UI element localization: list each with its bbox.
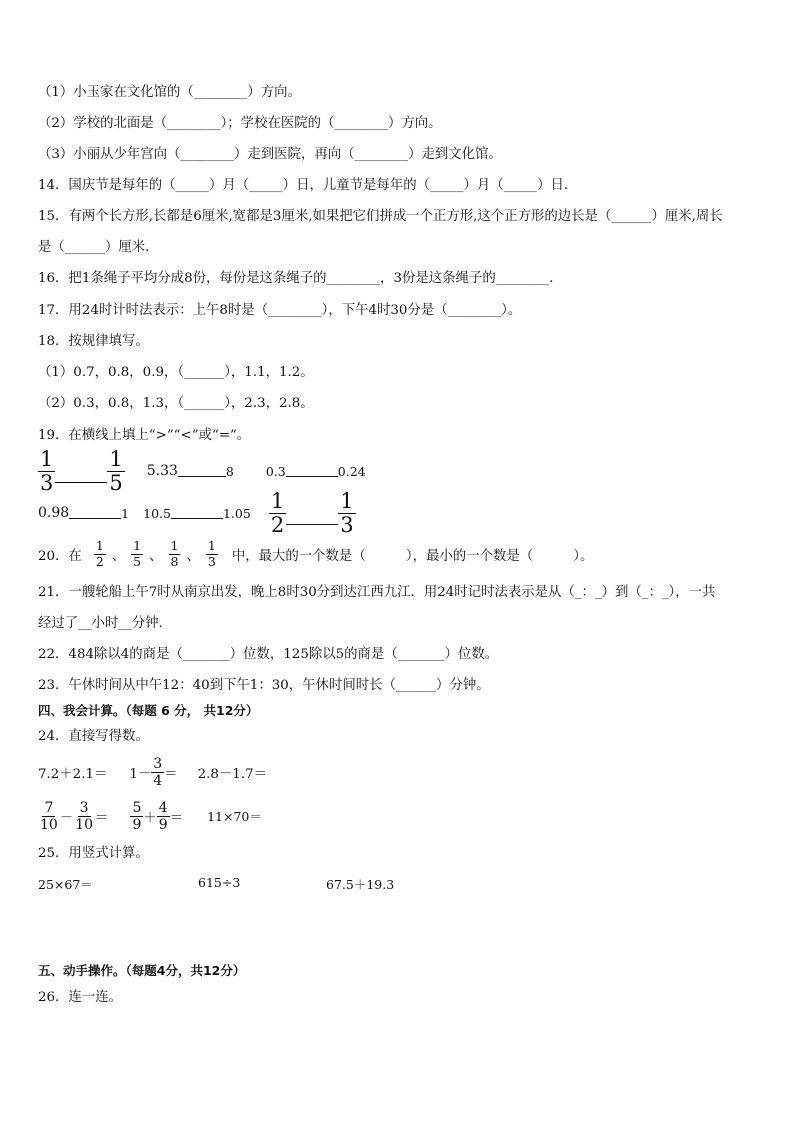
numerator: 1: [95, 538, 104, 553]
q24-row1: [38, 752, 267, 792]
q25-expr-3: 67.5＋19.3: [326, 877, 395, 892]
q15-line2: 是（______）厘米．: [38, 240, 159, 255]
numerator: 1: [270, 488, 285, 513]
numerator: 5: [132, 799, 142, 816]
numerator: 1: [109, 446, 123, 471]
q19-right-value: 0.24: [337, 463, 366, 479]
q19-right-value: 8: [225, 463, 234, 479]
numerator: 1: [133, 538, 142, 553]
numerator: 1: [170, 538, 179, 553]
numerator: 1: [207, 538, 216, 553]
q24-expr-5-eq: ＝: [169, 810, 184, 826]
q18-sub1: （1）0.7，0.8，0.9，（______），1.1，1.2。: [38, 365, 314, 380]
q13-sub1: （1）小玉家在文化馆的（________）方向。: [38, 85, 301, 100]
denominator: 9: [158, 816, 168, 833]
denominator: 8: [170, 553, 179, 569]
q19-frac-left: [269, 488, 286, 537]
denominator: 2: [270, 512, 285, 537]
q20-frac-2: [131, 540, 143, 568]
q19-row2: [38, 488, 356, 537]
q15-line1: 15．有两个长方形,长都是6厘米,宽都是3厘米,如果把它们拼成一个正方形,这个正方形的边长是（______）厘米,周长: [38, 209, 723, 224]
q19-frac-left: [38, 446, 55, 495]
answer-blank[interactable]: [178, 476, 226, 477]
q14: 14．国庆节是每年的（_____）月（_____）日，儿童节是每年的（_____）月（_____）日．: [38, 178, 578, 193]
q21-line2: 经过了__小时__分钟．: [38, 616, 172, 631]
q24-expr-5-op: ＋: [143, 810, 157, 826]
q19-row1: [38, 446, 366, 495]
q20-frac-4: [206, 540, 218, 568]
separator: 、: [149, 548, 163, 564]
q24-expr-2-post: ＝: [164, 766, 178, 782]
denominator: 4: [153, 772, 163, 789]
numerator: 1: [40, 446, 54, 471]
q24-expr-5-b: [157, 801, 170, 832]
q20-frac-3: [169, 540, 181, 568]
q19-left-value: 5.33: [146, 463, 178, 479]
q20-suffix: 中，最大的一个数是（ ），最小的一个数是（ ）。: [231, 548, 594, 564]
q25-expr-2: 615÷3: [198, 875, 241, 890]
numerator: 3: [79, 799, 89, 816]
q24-expr-6: 11×70＝: [207, 809, 262, 824]
q19-title: 19．在横线上填上“>”“<”或“=”。: [38, 428, 251, 443]
q20-prefix: 20．在: [38, 548, 82, 564]
q26: 26．连一连。: [38, 990, 122, 1005]
denominator: 5: [133, 553, 142, 569]
q16: 16．把1条绳子平均分成8份，每份是这条绳子的________，3份是这条绳子的________．: [38, 271, 563, 286]
denominator: 10: [75, 816, 94, 833]
answer-blank[interactable]: [69, 518, 121, 519]
q19-left-value: 0.3: [265, 463, 286, 479]
numerator: 4: [158, 799, 168, 816]
q22: 22．484除以4的商是（_______）位数，125除以5的商是（_______）位数。: [38, 647, 499, 662]
denominator: 3: [340, 512, 354, 537]
q23: 23．午休时间从中午12：40到下午1：30，午休时间时长（______）分钟。: [38, 678, 490, 693]
q13-sub2: （2）学校的北面是（________）；学校在医院的（________）方向。: [38, 116, 442, 131]
q17: 17．用24时计时法表示：上午8时是（________），下午4时30分是（________）。: [38, 303, 522, 318]
q19-right-value: 1.05: [222, 505, 251, 521]
separator: 、: [111, 548, 126, 564]
q24-expr-4-eq: ＝: [95, 810, 109, 826]
q19-frac-right: [107, 446, 124, 495]
q13-sub3: （3）小丽从少年宫向（________）走到医院，再向（________）走到文化馆。: [38, 147, 502, 162]
denominator: 3: [40, 470, 54, 495]
answer-blank[interactable]: [286, 524, 338, 525]
denominator: 3: [207, 553, 216, 569]
q25-expr-1: 25×67＝: [38, 877, 93, 892]
q24-expr-3: 2.8－1.7＝: [197, 766, 267, 782]
q19-frac-right: [338, 488, 355, 537]
q24-expr-5-a: [130, 801, 143, 832]
q24-expr-4-a: [38, 801, 60, 832]
section-4-heading: 四、我会计算。（每题 6 分， 共12分）: [38, 703, 259, 718]
q19-left-value: 10.5: [143, 505, 171, 521]
numerator: 7: [44, 799, 54, 816]
denominator: 2: [95, 553, 104, 569]
denominator: 10: [40, 816, 58, 833]
q24-expr-1: 7.2＋2.1＝: [38, 766, 108, 782]
q18-title: 18．按规律填写。: [38, 334, 149, 349]
denominator: 9: [132, 816, 142, 833]
answer-blank[interactable]: [171, 518, 223, 519]
q21-line1: 21．一艘轮船上午7时从南京出发，晚上8时30分到达江西九江．用24时记时法表示是从（_：_）到（_：_），一共: [38, 585, 716, 600]
answer-blank[interactable]: [286, 476, 338, 477]
q24-expr-4-op: －: [59, 810, 74, 826]
q18-sub2: （2）0.3，0.8，1.3，（______），2.3，2.8。: [38, 396, 314, 411]
q20: [38, 534, 593, 574]
q24-expr-4-b: [73, 801, 95, 832]
q24-title: 24．直接写得数。: [38, 729, 149, 744]
answer-blank[interactable]: [55, 482, 107, 483]
section-5-heading: 五、动手操作。（每题4分，共12分）: [38, 963, 246, 978]
q19-left-value: 0.98: [38, 505, 70, 521]
numerator: 1: [340, 488, 354, 513]
separator: 、: [186, 548, 200, 564]
q19-right-value: 1: [121, 505, 130, 521]
denominator: 5: [109, 470, 123, 495]
q24-row2: [38, 795, 262, 837]
numerator: 3: [153, 755, 163, 772]
q25-title: 25．用竖式计算。: [38, 846, 149, 861]
q24-expr-2-frac: [151, 757, 164, 788]
q20-frac-1: [94, 540, 106, 568]
q24-expr-2-pre: 1－: [129, 766, 152, 782]
